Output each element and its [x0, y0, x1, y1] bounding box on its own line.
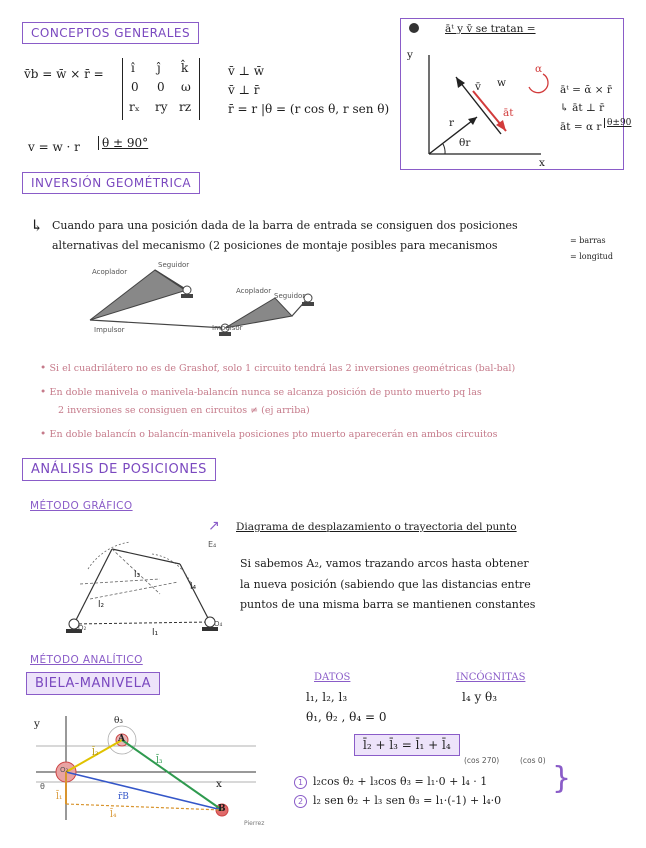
- biela-b-label: B: [218, 804, 226, 814]
- at-magnitude: āt = α r: [560, 121, 602, 133]
- fig-impulsor-1: Impulsor: [94, 326, 125, 334]
- arrow-bullet-icon: ↳: [30, 216, 44, 235]
- brace-longitud: = longitud: [570, 252, 613, 261]
- bullet-3-text: En doble balancín o balancín-manivela posiciones pto muerto aparecerán en ambos circuitos: [49, 429, 498, 440]
- biela-theta-label: θ: [40, 782, 45, 791]
- fig-seguidor-1: Seguidor: [158, 261, 190, 269]
- equation-2: [294, 789, 501, 808]
- note-cos0: (cos 0): [520, 756, 546, 765]
- vector-v-label: v̄: [475, 81, 481, 93]
- biela-y-label: y: [34, 718, 40, 730]
- eq1-text: l₂cos θ₂ + l₃cos θ₃ = l₁·0 + l₄ · 1: [313, 775, 488, 788]
- vector-r-label: r: [449, 117, 455, 129]
- matrix-r3c2: ry: [155, 100, 168, 114]
- fig-impulsor-2: Impulsor: [212, 324, 243, 332]
- header-biela: BIELA-MANIVELA: [26, 672, 160, 695]
- biela-l4-label: l̄₄: [110, 810, 117, 820]
- note-cos270: (cos 270): [464, 756, 500, 765]
- biela-o2-label: O₂: [60, 766, 69, 774]
- perp-v-r: v̄ ⊥ r̄: [228, 83, 260, 97]
- biela-x-label: x: [216, 778, 222, 790]
- matrix-j: ĵ: [157, 61, 161, 75]
- fig-o2: O₂: [78, 624, 87, 632]
- biela-a-label: A: [118, 734, 125, 744]
- header-inversion: INVERSIÓN GEOMÉTRICA: [22, 172, 200, 194]
- link-l1: [74, 622, 210, 624]
- v-magnitude: v = w · r: [28, 140, 80, 154]
- vector-alpha-label: α: [535, 63, 543, 75]
- biela-l2-label: l̄₂: [92, 748, 99, 758]
- datos-line-1: l₁, l₂, l₃: [306, 690, 348, 704]
- header-conceptos: CONCEPTOS GENERALES: [22, 22, 199, 44]
- arrow-right-icon: ↗: [208, 518, 220, 534]
- vector-rb: [66, 772, 222, 810]
- vector-w-label: w: [497, 77, 506, 89]
- figure-credit: Pierrez: [244, 820, 265, 827]
- link-l2: [74, 549, 112, 624]
- vector-box-title: āᵗ y v̄ se tratan =: [445, 23, 536, 35]
- matrix-r2c1: 0: [131, 80, 139, 94]
- vb-equation: v̄b = w̄ × r̄ =: [24, 67, 104, 81]
- fig-seguidor-2: Seguidor: [274, 292, 306, 300]
- bullet-1: • Si el cuadrilátero no es de Grashof, solo 1 circuito tendrá las 2 inversiones geométricas (bal-bal): [40, 362, 516, 374]
- matrix-r2c3: ω: [181, 80, 191, 94]
- fig-l4: l₄: [190, 582, 197, 592]
- biela-l3-label: l̄₃: [156, 756, 163, 766]
- inversion-line1: Cuando para una posición dada de la barra de entrada se consiguen dos posiciones: [52, 219, 518, 232]
- fig-acoplador-1: Acoplador: [92, 268, 128, 276]
- alpha-arc: [529, 74, 548, 93]
- vector-x-label: x: [539, 157, 545, 169]
- r-polar-equation: r̄ = r |θ = (r cos θ, r sen θ): [228, 102, 390, 116]
- at-cross-eq: āᵗ = ᾱ × r̄: [560, 84, 612, 96]
- v-angle: θ ± 90°: [98, 136, 148, 150]
- datos-title: DATOS: [314, 672, 351, 683]
- vector-l3: [122, 740, 222, 810]
- biela-theta3-label: θ₃: [114, 716, 124, 726]
- header-analisis: ANÁLISIS DE POSICIONES: [22, 458, 216, 481]
- link-l3: [112, 549, 180, 564]
- matrix-r2c2: 0: [157, 80, 165, 94]
- incognitas-title: INCÓGNITAS: [456, 672, 526, 683]
- bullet-1-text: Si el cuadrilátero no es de Grashof, solo 1 circuito tendrá las 2 inversiones geométricas (bal-bal): [49, 363, 516, 374]
- bullet-2: • En doble manivela o manivela-balancín nunca se alcanza posición de punto muerto pq las: [40, 386, 482, 398]
- main-vector-equation: l̄₂ + l̄₃ = l̄₁ + l̄₄: [354, 734, 460, 756]
- metodo-grafico-figure: [60, 524, 230, 639]
- bullet-3: • En doble balancín o balancín-manivela posiciones pto muerto aparecerán en ambos circuitos: [40, 428, 498, 440]
- matrix-r3c1: rₓ: [129, 100, 140, 114]
- fig-o4: O₄: [214, 620, 223, 628]
- header-metodo-grafico: MÉTODO GRÁFICO: [30, 500, 133, 512]
- biela-rb-label: r̄B: [118, 792, 129, 802]
- bullet-2-cont: 2 inversiones se consiguen en circuitos ≠ (ej arriba): [58, 405, 310, 416]
- grafico-desc-3: puntos de una misma barra se mantienen constantes: [240, 598, 536, 611]
- cross-product-matrix: [122, 58, 200, 120]
- bullet-2-text: En doble manivela o manivela-balancín nunca se alcanza posición de punto muerto pq las: [49, 387, 482, 398]
- fig-l1: l₁: [152, 628, 159, 638]
- at-angle: θ±90: [604, 118, 631, 128]
- header-metodo-analitico: MÉTODO ANALÍTICO: [30, 654, 143, 666]
- fig-l3: l₃: [134, 570, 141, 580]
- datos-line-2: θ₁, θ₂ , θ₄ = 0: [306, 710, 387, 724]
- system-brace-icon: }: [552, 761, 572, 796]
- incognitas-line-1: l₄ y θ₃: [462, 690, 498, 704]
- fig-e4: E₄: [208, 540, 217, 549]
- inversion-line2: alternativas del mecanismo (2 posiciones de montaje posibles para mecanismos: [52, 239, 498, 252]
- brace-barras: = barras: [570, 236, 606, 245]
- link-l4: [180, 564, 210, 622]
- fig-acoplador-2: Acoplador: [236, 287, 272, 295]
- biela-manivela-figure: [36, 712, 266, 824]
- eq2-number-badge: 2: [294, 795, 307, 808]
- grafico-arrow-title: Diagrama de desplazamiento o trayectoria del punto: [236, 521, 517, 533]
- grafico-desc-1: Si sabemos A₂, vamos trazando arcos hasta obtener: [240, 557, 529, 570]
- vector-at-label: āt: [503, 107, 514, 119]
- vector-y-label: y: [407, 49, 413, 61]
- vector-theta-label: θr: [459, 137, 471, 149]
- eq2-text: l₂ sen θ₂ + l₃ sen θ₃ = l₁·(-1) + l₄·0: [313, 794, 502, 807]
- at-perp-r: ↳ āt ⊥ r̄: [560, 102, 605, 114]
- grafico-desc-2: la nueva posición (sabiendo que las distancias entre: [240, 578, 531, 591]
- acoplador-1-shape: [90, 270, 187, 320]
- perp-v-w: v̄ ⊥ w̄: [228, 64, 264, 78]
- matrix-k: k̂: [181, 61, 189, 75]
- equation-1: [294, 770, 487, 789]
- biela-l1-label: l̄₁: [56, 792, 63, 802]
- fig-l2: l₂: [98, 600, 105, 610]
- matrix-r3c3: rz: [179, 100, 192, 114]
- eq1-number-badge: 1: [294, 776, 307, 789]
- matrix-i: î: [131, 61, 135, 75]
